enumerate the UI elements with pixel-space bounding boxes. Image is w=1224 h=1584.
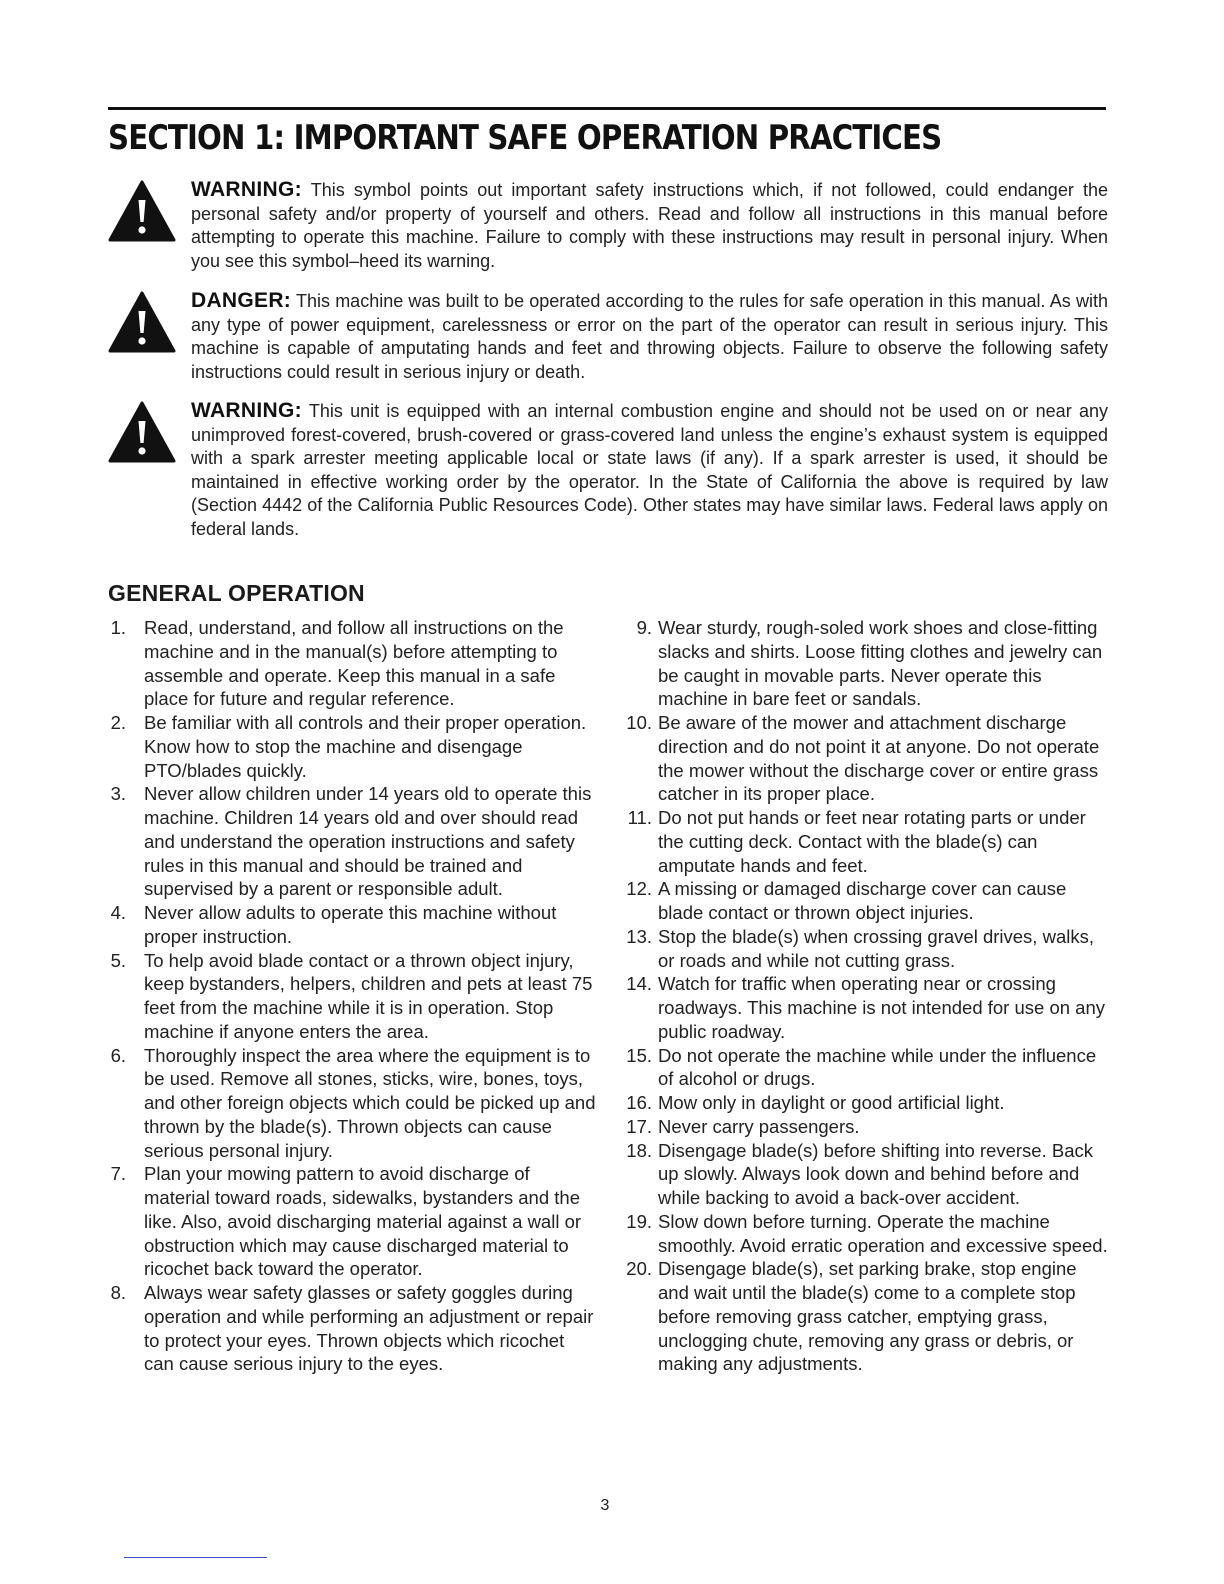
warning-triangle-icon xyxy=(108,180,176,242)
list-item xyxy=(622,1139,1112,1210)
item-text: Plan your mowing pattern to avoid discharge of material toward roads, sidewalks, bystanders and the like. Also, avoid discharging material against a wall or obstruction which may cause discharged material to ricochet back toward the operator. xyxy=(144,1163,582,1280)
item-number: 11. xyxy=(627,807,652,828)
list-item xyxy=(622,877,1112,925)
item-number: 6. xyxy=(110,1044,126,1066)
item-text: Never carry passengers. xyxy=(658,1115,860,1137)
item-number: 17. xyxy=(626,1115,652,1137)
warning-triangle-icon xyxy=(108,291,176,353)
item-text: Disengage blade(s), set parking brake, stop engine and wait until the blade(s) come to a complete stop before removing grass catcher, emptying grass, unclogging chute, removing any grass or debris, or making any adjustments. xyxy=(658,1258,1077,1375)
item-text: Never allow children under 14 years old to operate this machine. Children 14 years old and over should read and understand the operation instructions and safety rules in this manual and should be trained and supervised by a parent or responsible adult. xyxy=(144,783,592,900)
list-item xyxy=(622,925,1112,973)
general-operation-heading: GENERAL OPERATION xyxy=(108,580,365,606)
list-item xyxy=(622,711,1112,806)
item-text: Be familiar with all controls and their proper operation. Know how to stop the machine and disengage PTO/blades quickly. xyxy=(144,712,587,781)
item-text: Be aware of the mower and attachment discharge direction and do not point it at anyone. Do not operate the mower without the discharge cover or entire grass catcher in its proper place. xyxy=(658,712,1100,805)
notice-text xyxy=(191,289,1108,384)
notice-text xyxy=(191,399,1108,541)
list-item xyxy=(622,972,1112,1043)
item-text: Never allow adults to operate this machine without proper instruction. xyxy=(144,902,557,947)
notice-label: WARNING: xyxy=(191,399,302,422)
list-item xyxy=(622,1210,1112,1258)
list-item xyxy=(622,1257,1112,1376)
warning-triangle-icon xyxy=(108,401,176,463)
item-text: Watch for traffic when operating near or crossing roadways. This machine is not intended for use on any public roadway. xyxy=(658,973,1105,1042)
item-number: 19. xyxy=(626,1210,652,1232)
list-item xyxy=(622,1115,1112,1139)
list-item xyxy=(108,782,598,901)
notice-label: DANGER: xyxy=(191,289,292,312)
notice-text xyxy=(191,178,1108,273)
item-number: 5. xyxy=(110,949,126,971)
item-text: To help avoid blade contact or a thrown object injury, keep bystanders, helpers, children and pets at least 75 feet from the machine while it is in operation. Stop machine if anyone enters the area. xyxy=(144,949,593,1042)
item-number: 10. xyxy=(626,712,652,733)
item-text: Thoroughly inspect the area where the equipment is to be used. Remove all stones, sticks, wire, bones, toys, and other foreign objects which could be picked up and thrown by the blade(s). Thrown objects can cause serious personal injury. xyxy=(144,1044,596,1161)
item-number: 16. xyxy=(626,1092,652,1113)
item-text: Stop the blade(s) when crossing gravel drives, walks, or roads and while not cutting grass. xyxy=(658,925,1094,971)
item-number: 3. xyxy=(110,783,126,805)
item-number: 9. xyxy=(636,617,652,638)
top-rule xyxy=(108,107,1106,110)
notice-body: This machine was built to be operated according to the rules for safe operation in this manual. As with any type of power equipment, carelessness or error on the part of the operator can result in serious injury. This machine is capable of amputating hands and feet and throwing objects. Failure to observe the following safety instructions could result in serious injury or death. xyxy=(191,291,1108,382)
notice-body: This unit is equipped with an internal combustion engine and should not be used on or near any unimproved forest-covered, brush-covered or grass-covered land unless the engine’s exhaust system is equipped with a spark arrester meeting applicable local or state laws (if any). If a spark arrester is used, it should be maintained in effective working order by the operator. In the State of California the above is required by law (Section 4442 of the California Public Resources Code). Other states may have similar laws. Federal laws apply on federal lands. xyxy=(191,401,1108,539)
item-number: 13. xyxy=(626,925,652,947)
list-item xyxy=(108,1162,598,1281)
list-item xyxy=(108,901,598,949)
item-number: 20. xyxy=(626,1258,652,1280)
list-item xyxy=(622,1044,1112,1092)
item-text: Always wear safety glasses or safety goggles during operation and while performing an adjustment or repair to protect your eyes. Thrown objects which ricochet can cause serious injury to the eyes. xyxy=(144,1282,594,1375)
item-number: 8. xyxy=(110,1282,126,1303)
notice-body: This symbol points out important safety instructions which, if not followed, could endanger the personal safety and/or property of yourself and others. Read and follow all instructions in this manual before attempting to operate this machine. Failure to comply with these instructions may result in personal injury. When you see this symbol–heed its warning. xyxy=(191,180,1108,271)
list-item xyxy=(108,711,598,782)
list-item xyxy=(622,1091,1112,1115)
notice-label: WARNING: xyxy=(191,178,302,201)
list-item xyxy=(622,806,1112,877)
item-text: Do not operate the machine while under the influence of alcohol or drugs. xyxy=(658,1044,1097,1090)
list-item xyxy=(108,616,598,711)
item-text: Slow down before turning. Operate the machine smoothly. Avoid erratic operation and excessive speed. xyxy=(658,1210,1108,1256)
item-number: 14. xyxy=(626,973,652,995)
item-text: Read, understand, and follow all instructions on the machine and in the manual(s) before attempting to assemble and operate. Keep this manual in a safe place for future and regular reference. xyxy=(144,617,564,710)
item-number: 15. xyxy=(626,1044,652,1066)
list-item xyxy=(622,616,1112,711)
item-number: 2. xyxy=(110,712,126,733)
item-text: A missing or damaged discharge cover can cause blade contact or thrown object injuries. xyxy=(658,878,1067,923)
item-text: Wear sturdy, rough-soled work shoes and close-fitting slacks and shirts. Loose fitting clothes and jewelry can be caught in movable parts. Never operate this machine in bare feet or sandals. xyxy=(658,617,1103,710)
item-number: 1. xyxy=(110,617,126,638)
list-item xyxy=(108,949,598,1044)
item-number: 4. xyxy=(110,902,126,923)
section-title: SECTION 1: IMPORTANT SAFE OPERATION PRACTICES xyxy=(108,118,942,158)
list-item xyxy=(108,1281,598,1376)
operation-list-right xyxy=(622,616,1112,1376)
item-text: Do not put hands or feet near rotating parts or under the cutting deck. Contact with the blade(s) can amputate hands and feet. xyxy=(658,807,1086,876)
item-text: Mow only in daylight or good artificial light. xyxy=(658,1092,1005,1113)
item-number: 12. xyxy=(626,878,652,900)
list-item xyxy=(108,1044,598,1163)
danger-notice xyxy=(108,289,1108,384)
item-number: 7. xyxy=(110,1163,126,1185)
page-number: 3 xyxy=(600,1497,610,1514)
warning-notice-1 xyxy=(108,178,1108,273)
warning-notice-2 xyxy=(108,399,1108,541)
footer-link-underline[interactable] xyxy=(124,1557,267,1558)
item-text: Disengage blade(s) before shifting into reverse. Back up slowly. Always look down and behind before and while backing to avoid a back-over accident. xyxy=(658,1139,1093,1208)
operation-list-left xyxy=(108,616,598,1376)
item-number: 18. xyxy=(626,1139,652,1161)
